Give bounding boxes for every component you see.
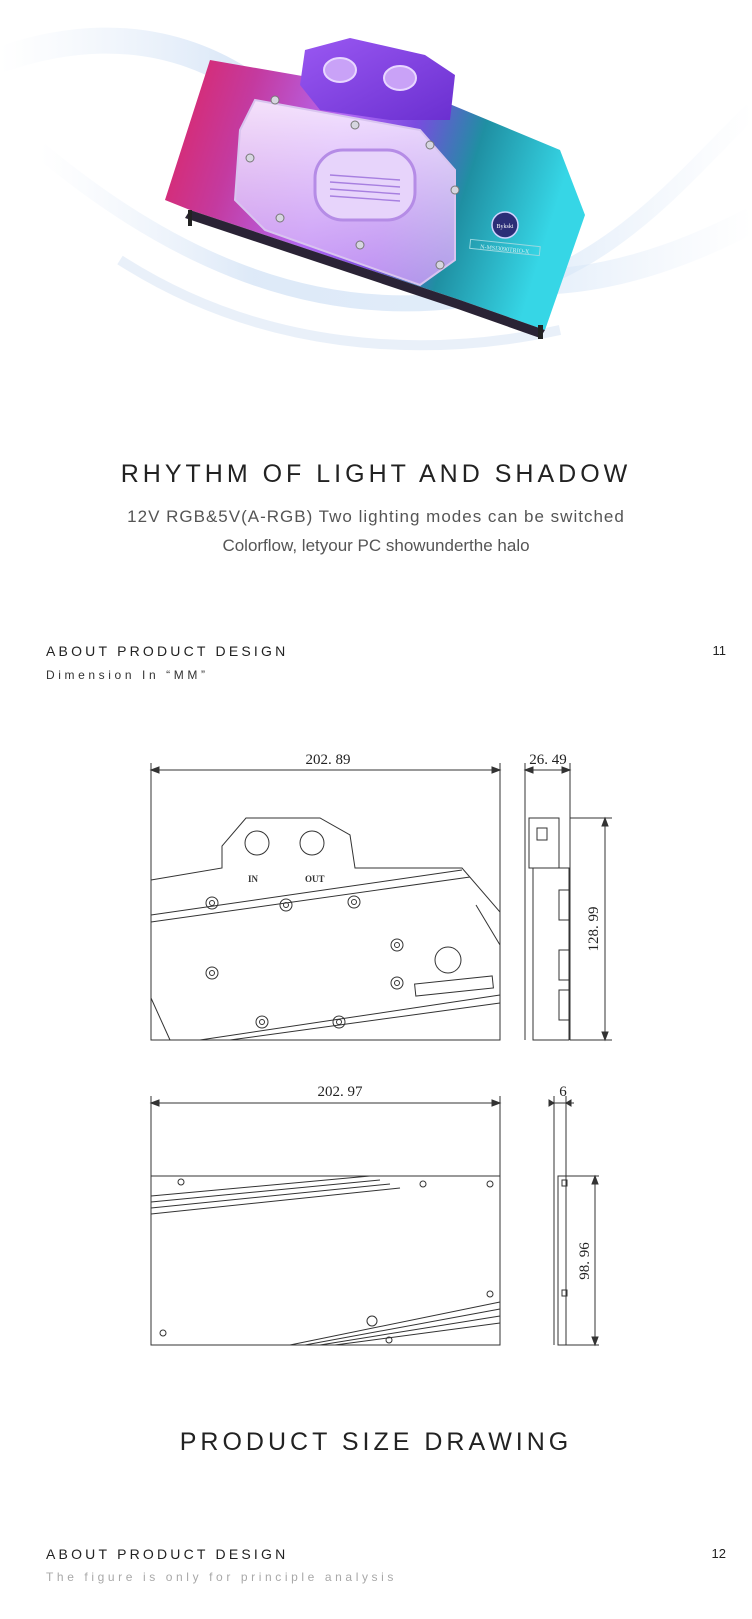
- front-width-label: 202. 89: [305, 752, 351, 768]
- backplate-height-label: 98. 96: [577, 1242, 593, 1280]
- section-subtitle-2: The figure is only for principle analysis: [46, 1570, 398, 1584]
- drawing-caption: PRODUCT SIZE DRAWING: [179, 1428, 573, 1456]
- lighting-line-2: Colorflow, letyour PC showunderthe halo: [222, 536, 530, 555]
- section-subtitle: Dimension In “MM”: [46, 668, 209, 682]
- section-title: ABOUT PRODUCT DESIGN: [46, 643, 289, 659]
- section-title-2: ABOUT PRODUCT DESIGN: [46, 1546, 289, 1562]
- backplate-thickness-label: 6: [559, 1084, 567, 1100]
- brand-logo-text: Bykski: [496, 224, 514, 230]
- front-height-label: 128. 99: [586, 906, 602, 952]
- backplate-width-label: 202. 97: [317, 1084, 363, 1100]
- page-number-2: 12: [711, 1546, 726, 1561]
- lighting-title: RHYTHM OF LIGHT AND SHADOW: [120, 460, 632, 488]
- page-number: 11: [712, 643, 726, 658]
- hero-product-image: [0, 0, 752, 380]
- port-in-label: IN: [248, 874, 259, 884]
- lighting-line-1: 12V RGB&5V(A-RGB) Two lighting modes can be switched: [127, 507, 625, 526]
- product-dimension-drawing: [0, 730, 752, 1350]
- side-thickness-label: 26. 49: [529, 752, 567, 768]
- port-out-label: OUT: [305, 874, 325, 884]
- model-plate-text: N-MSI3090TRIO-X: [479, 244, 530, 256]
